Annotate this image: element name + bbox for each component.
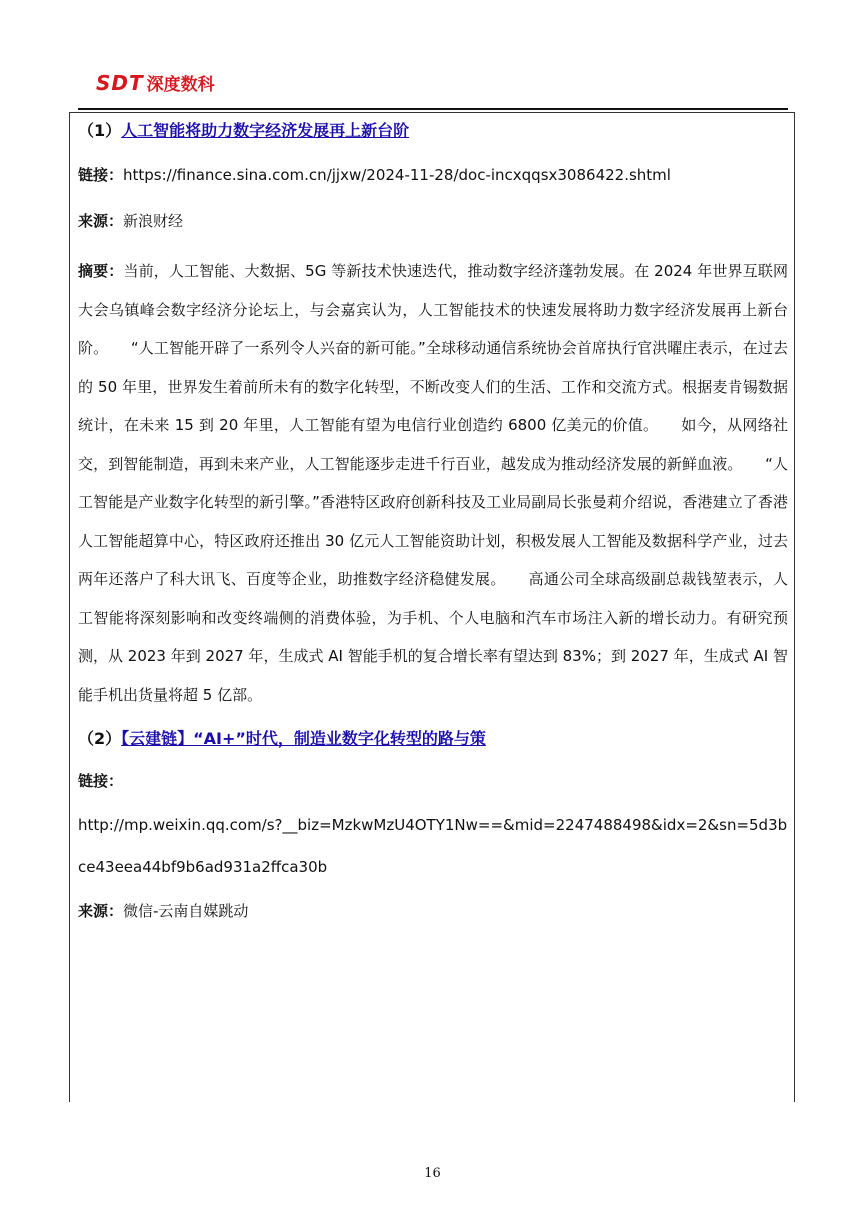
header-logo	[96, 70, 215, 96]
item-1-summary	[78, 252, 788, 714]
item-1-link-url[interactable]: https://finance.sina.com.cn/jjxw/2024-11-28/doc-incxqqsx3086422.shtml	[123, 166, 671, 184]
header-rule	[78, 108, 788, 110]
item-1-title-link[interactable]: 人工智能将助力数字经济发展再上新台阶	[121, 121, 410, 140]
item-1-link-label: 链接：	[78, 166, 124, 184]
item-1-summary-text: 当前，人工智能、大数据、5G 等新技术快速迭代，推动数字经济蓬勃发展。在 2024 年世界互联网大会乌镇峰会数字经济分论坛上，与会嘉宾认为，人工智能技术的快速发展将助力数字经济发展再上新台阶。 “人工智能开辟了一系列令人兴奋的新可能。”全球移动通信系统协会首席执行官洪曜庄表示，在过去的 50 年里，世界发生着前所未有的数字化转型，不断改变人们的生活、工作和交流方式。根据麦肯锡数据统计，在未来 15 到 20 年里，人工智能有望为电信行业创造约 6800 亿美元的价值。 如今，从网络社交，到智能制造，再到未来产业，人工智能逐步走进千行百业，越发成为推动经济发展的新鲜血液。 “人工智能是产业数字化转型的新引擎。”香港特区政府创新科技及工业局副局长张曼莉介绍说，香港建立了香港人工智能超算中心，特区政府还推出 30 亿元人工智能资助计划，积极发展人工智能及数据科学产业，过去两年还落户了科大讯飞、百度等企业，助推数字经济稳健发展。 高通公司全球高级副总裁钱堃表示，人工智能将深刻影响和改变终端侧的消费体验，为手机、个人电脑和汽车市场注入新的增长动力。有研究预测，从 2023 年到 2027 年，生成式 AI 智能手机的复合增长率有望达到 83%；到 2027 年，生成式 AI 智能手机出货量将超 5 亿部。	[78, 262, 788, 704]
news-list	[78, 112, 788, 934]
item-1-link-row	[78, 152, 788, 198]
page-number: 16	[424, 1166, 441, 1181]
item-2-link-row	[78, 758, 788, 804]
item-1-source-row	[78, 198, 788, 244]
item-2-link-url[interactable]: http://mp.weixin.qq.com/s?__biz=MzkwMzU4OTY1Nw==&mid=2247488498&idx=2&sn=5d3bce43eea44bf9b6ad931a2ffca30b	[78, 816, 788, 876]
logo-sdt: SDT	[96, 71, 144, 95]
item-2-source-row	[78, 888, 788, 934]
item-1-source: 新浪财经	[123, 212, 184, 230]
logo-company-name: 深度数科	[146, 75, 215, 95]
item-2-title-line	[78, 720, 788, 758]
item-2-title-link[interactable]: 【云建链】“AI+”时代，制造业数字化转型的路与策	[121, 729, 486, 748]
item-1-number: （1）	[78, 121, 122, 140]
item-2-link-label: 链接：	[78, 772, 124, 790]
item-1-title-line	[78, 112, 788, 150]
item-2-source: 微信-云南自媒跳动	[123, 902, 249, 920]
item-1-source-label: 来源：	[78, 212, 124, 230]
item-2-number: （2）	[78, 729, 122, 748]
item-1-summary-label: 摘要：	[78, 262, 124, 280]
item-2-source-label: 来源：	[78, 902, 124, 920]
